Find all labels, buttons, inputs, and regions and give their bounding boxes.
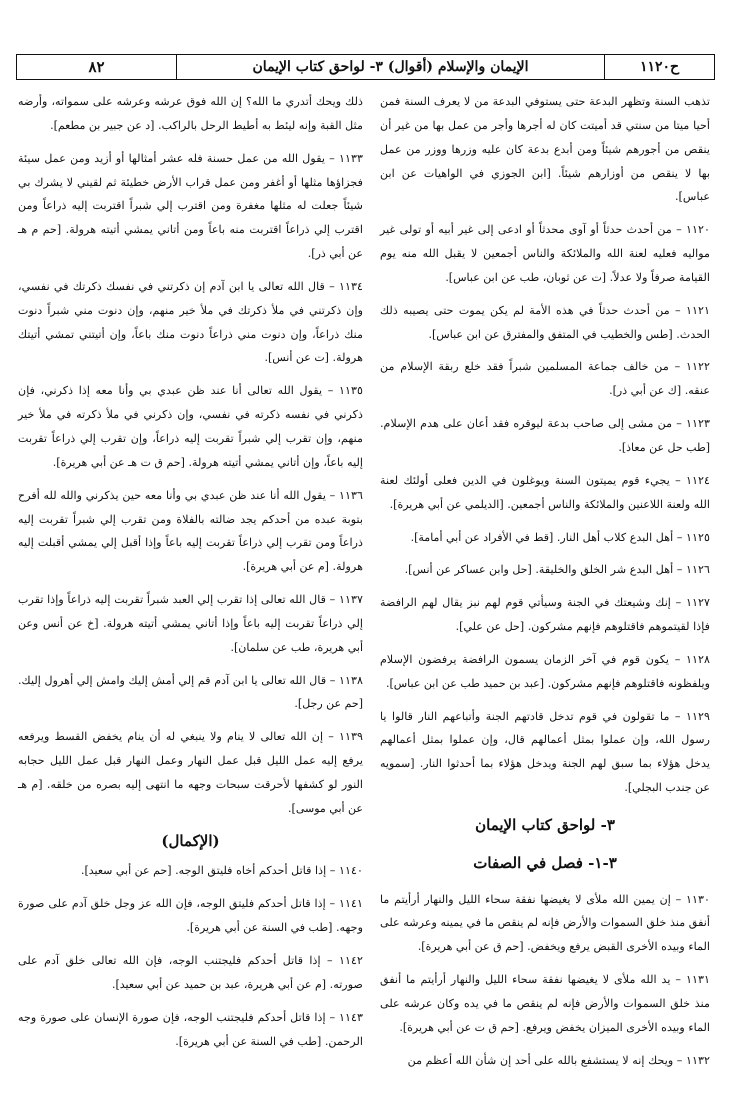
hadith-source: [حم ق ت عن أبي هريرة]. — [399, 1020, 519, 1034]
hadith-text: ١١٢٢ – من خالف جماعة المسلمين شبراً فقد خلع ربقة الإسلام من عنقه. — [380, 360, 710, 398]
hadith-entry — [380, 1049, 710, 1073]
hadith-source: [م هـ عن أبي موسى]. — [18, 777, 363, 815]
hadith-list-after — [380, 888, 710, 1073]
hadith-entry — [380, 648, 710, 696]
hadith-text: ١١٢٠ – من أحدث حدثاً أو آوى محدثاً أو ادعى إلى غير أبيه أو تولى غير مواليه فعليه لعنة الله والملائكة والناس أجمعين لا يقبل الله منه يوم القيامة صرفاً ولا عدلاً. — [380, 223, 710, 284]
hadith-entry — [380, 705, 710, 800]
hadith-text: ١١٣٣ – يقول الله من عمل حسنة فله عشر أمثالها أو أزيد ومن عمل سيئة فجزاؤها مثلها أو أغفر ومن عمل قراب الأرض خطيئة ثم لقيني لا يشرك بي شيئاً جعلت له مثلها مغفرة ومن اقترب إلي شبراً اقتربت إليه ذراعاً ومن اقترب إلي ذراعاً اقتربت منه باعاً ومن أتاني يمشي أتيته هرولة. — [18, 151, 363, 237]
hadith-entry — [380, 558, 710, 582]
continuation-paragraph — [18, 90, 363, 138]
right-column — [380, 90, 710, 1100]
hadith-source: [د عن جبير بن مطعم]. — [50, 118, 155, 132]
hadith-entry — [380, 299, 710, 347]
hadith-list — [18, 147, 363, 821]
hadith-text: ١١٢٤ – يجيء قوم يميتون السنة ويوغلون في الدين فعلى أولئك لعنة الله ولعنة اللاعنين والملائكة والناس أجمعين. — [380, 473, 710, 511]
hadith-text: ١١٣٤ – قال الله تعالى يا ابن آدم إن ذكرتني في نفسك ذكرتك في نفسي، وإن ذكرتني في ملأ ذكرتك في ملأ خير منهم، وإن دنوت مني شبراً دنوت منك ذراعاً، وإن دنوت مني ذراعاً دنوت منك باعاً، وإن أتيتني تمشي أتيتك هرولة. — [18, 279, 363, 365]
hadith-text: ١١٢١ – من أحدث حدثاً في هذه الأمة لم يكن يموت حتى يصيبه ذلك الحدث. — [380, 303, 710, 341]
ikmal-title: (الإكمال) — [161, 831, 220, 850]
hadith-text: ١١٤١ – إذا قاتل أحدكم فليتق الوجه، فإن الله عز وجل خلق آدم على صورة وجهه. — [18, 897, 363, 935]
hadith-source: [طب في السنة عن أبي هريرة]. — [175, 1034, 322, 1048]
hadith-text: ١١٤٢ – إذا قاتل أحدكم فليجتنب الوجه، فإن الله تعالى خلق آدم على صورته. — [18, 954, 363, 991]
hadith-source: [حل وابن عساكر عن أنس]. — [404, 563, 532, 577]
hadith-entry — [380, 968, 710, 1040]
hadith-list-before — [380, 218, 710, 800]
ikmal-list — [18, 859, 363, 1053]
hadith-text: ١١٣٥ – يقول الله تعالى أنا عند ظن عبدي بي وأنا معه إذا ذكرني، فإن ذكرني في نفسه ذكرته في نفسي، وإن ذكرني في ملأ ذكرته في ملأ خير منهم، وإن تقرب إلي شبراً تقربت إليه ذراعاً، وإن تقرب إلي ذراعاً تقربت إليه باعاً، وإن أتاني يمشي أتيته هرولة. — [18, 384, 363, 469]
hadith-entry — [18, 484, 363, 579]
hadith-text: ١١٣١ – يد الله ملأى لا يغيضها نفقة سحاء الليل والنهار أرأيتم ما أنفق منذ خلق السموات والأرض فإنه لم ينقص ما في يده وكان عرشه على الماء وبيده الأخرى الميزان يخفض ويرفع. — [380, 973, 710, 1034]
hadith-text: ١١٢٦ – أهل البدع شر الخلق والخليقة. — [535, 563, 710, 577]
hadith-entry — [18, 275, 363, 370]
hadith-entry — [18, 1006, 363, 1054]
hadith-source: [الديلمي عن أبي هريرة]. — [389, 497, 504, 511]
hadith-entry — [380, 526, 710, 550]
hadith-source: [حم ق عن أبي هريرة]. — [417, 940, 524, 954]
hadith-source: [طب حل عن معاذ]. — [618, 440, 710, 454]
hadith-entry — [380, 218, 710, 290]
hadith-source: [ت عن أنس]. — [264, 351, 329, 365]
hadith-text: ١١٣٢ – ويحك إنه لا يستشفع بالله على أحد إن شأن الله أعظم من — [407, 1053, 710, 1067]
hadith-text: ١١٢٥ – أهل البدع كلاب أهل النار. — [556, 530, 710, 544]
hadith-text: ذلك ويحك أتدري ما الله؟ إن الله فوق عرشه وعرشه على سمواته، وأرضه مثل القبة وإنه ليئط به أطيط الرحل بالراكب. — [18, 95, 363, 132]
page-number: ٨٢ — [17, 55, 177, 79]
intro-paragraph: تذهب السنة وتظهر البدعة حتى يستوفي البدعة من لا يعرف السنة فمن أحيا ميتا من سنتي قد أميتت كان له أجرها وأجر من عمل بها من غير أن ينقص من أجورهم شيئاً ومن أبدع بدعة كان عليه وزرها ووزر من عمل بها لا ينقص من أوزارهم شيئاً. [ابن الجوزي في الواهيات عن ابن عباس]. — [380, 95, 710, 204]
hadith-source: [طب في السنة عن أبي هريرة]. — [186, 921, 333, 935]
hadith-source: [حم ق ت هـ عن أبي هريرة]. — [52, 455, 185, 469]
hadith-source: [حم عن رجل]. — [294, 697, 363, 711]
hadith-source: [خ عن أنس وعن أبي هريرة، طب عن سلمان]. — [18, 616, 363, 654]
hadith-text: ١١٢٧ – إنك وشيعتك في الجنة وسيأتي قوم لهم نبز يقال لهم الرافضة فإذا لقيتموهم فاقتلوهم فإنهم مشركون. — [380, 596, 710, 634]
hadith-source: [حم م هـ عن أبي ذر]. — [18, 223, 363, 261]
hadith-text: ١١٤٣ – إذا قاتل أحدكم فليجتنب الوجه، فإن صورة الإنسان على صورة وجه الرحمن. — [18, 1010, 363, 1048]
hadith-entry — [380, 469, 710, 517]
running-title: الإيمان والإسلام (أقوال) ٣- لواحق كتاب الإيمان — [252, 59, 529, 75]
hadith-source: [ك عن أبي ذر]. — [609, 384, 682, 398]
hadith-entry — [380, 888, 710, 960]
hadith-source: [حل عن علي]. — [455, 620, 525, 634]
hadith-source: [م عن أبي هريرة، عبد بن حميد عن أبي سعيد]. — [111, 977, 327, 991]
hadith-text: ١١٣٩ – إن الله تعالى لا ينام ولا ينبغي له أن ينام يخفض القسط ويرفعه يرفع إليه عمل الليل قبل عمل النهار وعمل النهار قبل عمل الليل حجابه النور لو كشفها لأحرقت سبحات وجهه ما انتهى إليه بصره من خلقه. — [18, 730, 363, 791]
subsection-title: ٣-١- فصل في الصفات — [473, 853, 617, 872]
hadith-entry — [380, 412, 710, 460]
hadith-entry — [18, 147, 363, 266]
hadith-text: ١١٣٨ – قال الله تعالى يا ابن آدم قم إلي أمش إليك وامش إلي أهرول إليك. — [18, 673, 363, 687]
section-title: ٣- لواحق كتاب الإيمان — [475, 815, 615, 834]
hadith-entry — [380, 591, 710, 639]
hadith-source: [حم عن أبي سعيد]. — [80, 864, 172, 878]
hadith-entry — [18, 859, 363, 883]
running-header — [16, 54, 715, 80]
left-column — [18, 90, 363, 1100]
hadith-entry — [18, 669, 363, 717]
hadith-entry — [18, 379, 363, 474]
hadith-text: ١١٣٠ – إن يمين الله ملأى لا يغيضها نفقة سحاء الليل والنهار أرأيتم ما أنفق منذ خلق السموات والأرض فإنه لم ينقص ما في يمينه وعرشه على الماء وبيده الأخرى القبض يرفع ويخفض. — [380, 892, 710, 954]
hadith-text: ١١٢٩ – ما تقولون في قوم تدخل قادتهم الجنة وأتباعهم النار قالوا يا رسول الله، وإن عملوا بمثل أعمالهم قال، وإن عملوا بمثل أعمالهم يدخل هؤلاء بما سبق لهم الجنة ويدخل هؤلاء بما أحدثوا النار. — [380, 709, 710, 771]
volume-reference: ح١١٢٠ — [604, 55, 714, 79]
hadith-entry — [18, 892, 363, 940]
hadith-text: ١١٤٠ – إذا قاتل أحدكم أخاه فليتق الوجه. — [175, 864, 363, 878]
hadith-entry — [380, 355, 710, 403]
hadith-entry — [18, 949, 363, 997]
hadith-text: ١١٢٣ – من مشى إلى صاحب بدعة ليوقره فقد أعان على هدم الإسلام. — [380, 417, 710, 431]
hadith-source: [ت عن ثوبان، طب عن ابن عباس]. — [445, 270, 607, 284]
hadith-entry — [18, 588, 363, 660]
hadith-source: [عبد بن حميد طب عن ابن عباس]. — [385, 676, 545, 690]
hadith-entry — [18, 725, 363, 820]
hadith-source: [طس والخطيب في المتفق والمفترق عن ابن عباس]. — [428, 327, 673, 341]
hadith-source: [م عن أبي هريرة]. — [242, 560, 329, 574]
hadith-text: ١١٢٨ – يكون قوم في آخر الزمان يسمون الرافضة يرفضون الإسلام ويلفظونه فاقتلوهم فإنهم مشركون. — [380, 652, 710, 690]
hadith-source: [سمويه عن جندب البجلي]. — [380, 757, 710, 795]
hadith-text: ١١٣٧ – قال الله تعالى إذا تقرب إلي العبد شبراً تقربت إليه ذراعاً وإذا تقرب إلي ذراعاً تقربت إليه باعاً وإذا أتاني يمشي أتيته هرولة. — [18, 593, 363, 630]
hadith-source: [قط في الأفراد عن أبي أمامة]. — [410, 530, 554, 544]
hadith-text: ١١٣٦ – يقول الله أنا عند ظن عبدي بي وأنا معه حين يذكرني والله لله أفرح بتوبة عبده من أحدكم يجد ضالته بالفلاة ومن تقرب إلي شبراً تقربت إليه ذراعاً ومن تقرب إلي ذراعاً تقربت إليه باعاً وإذا أقبل إلي يمشي أقبلت إليه هرولة. — [18, 488, 363, 574]
